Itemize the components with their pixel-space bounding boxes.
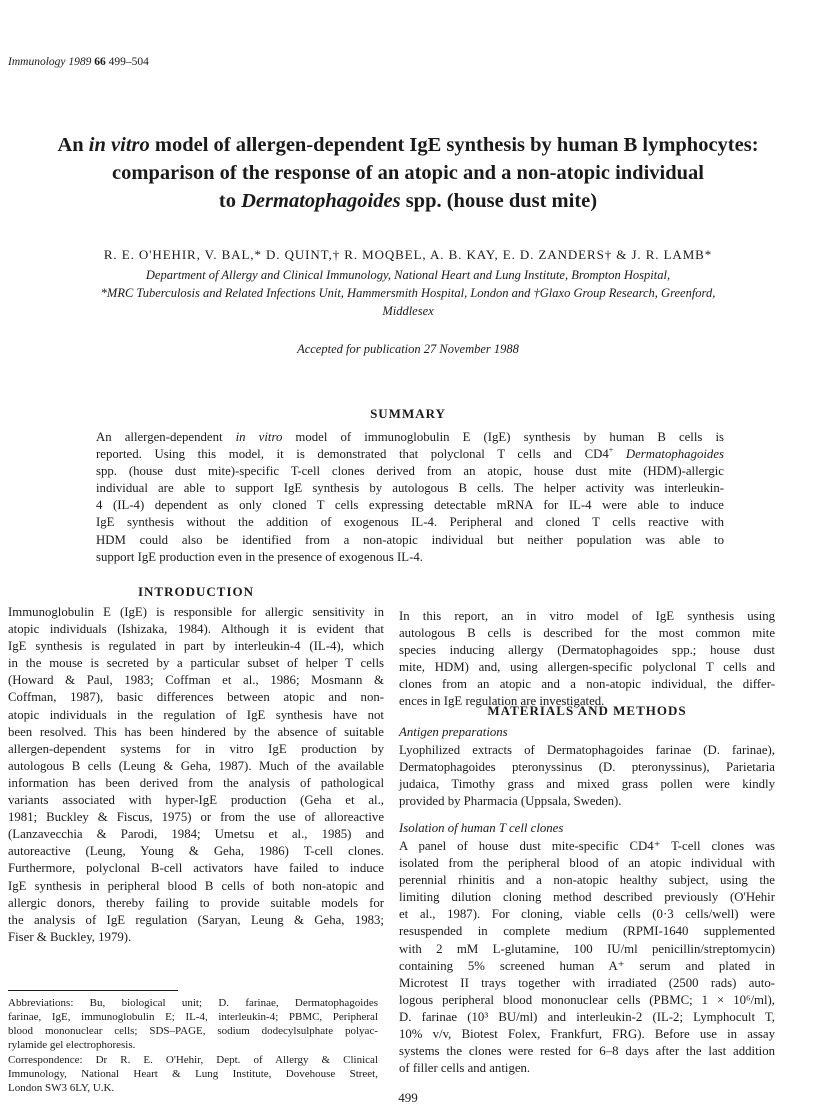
body-line: with 2 mM L-glutamine, 100 IU/ml penicillin/streptomycin) <box>399 941 775 956</box>
summary-line: An allergen-dependent in vitro model of immunoglobulin E (IgE) synthesis by human B cells is <box>96 430 725 444</box>
body-line: Fiser & Buckley, 1979). <box>8 929 132 944</box>
antigen-subheading: Antigen preparations <box>399 725 508 739</box>
body-line: et al., 1987). For cloning, viable cells (0·3 cells/well) were <box>399 907 775 922</box>
body-line: resuspended in complete medium (RPMI-1640 supplemented <box>399 924 775 939</box>
body-line: logous peripheral blood mononuclear cells (PBMC; 1 × 10⁶/ml), <box>399 992 775 1007</box>
journal-name: Immunology <box>8 56 66 68</box>
note-line: Correspondence: Dr R. E. O'Hehir, Dept. of Allergy & Clinical <box>8 1054 378 1066</box>
body-line: of filler cells and antigen. <box>399 1061 531 1076</box>
correspondence-note <box>8 1053 378 1095</box>
title-line-2: comparison of the response of an atopic and a non-atopic individual <box>112 162 704 184</box>
page-number: 499 <box>398 1090 418 1105</box>
abbreviations-note <box>8 996 378 1052</box>
body-line: autologous B cells (Leung & Geha, 1987). Much of the available <box>8 758 384 773</box>
body-line: judaica, Timothy grass and mixed grass pollen were kindly <box>399 777 775 792</box>
body-line: limiting dilution cloning method described previously (O'Hehir <box>399 890 775 905</box>
affiliation-line: Middlesex <box>382 304 434 318</box>
title-line-3: to Dermatophagoides spp. (house dust mite) <box>218 190 598 212</box>
body-line: (Howard & Paul, 1983; Coffman et al., 1986; Mosmann & <box>8 673 384 688</box>
note-line: Abbreviations: Bu, biological unit; D. farinae, Dermatophagoides <box>8 997 378 1009</box>
body-line: in the mouse is secreted by a particular subset of helper T cells <box>8 656 384 671</box>
body-line: containing 5% screened human A⁺ serum and plated in <box>399 958 775 973</box>
summary-heading: SUMMARY <box>370 406 446 421</box>
body-line: IgE synthesis in peripheral blood B cells of both non-atopic and <box>8 878 384 893</box>
body-line: provided by Pharmacia (Uppsala, Sweden). <box>399 794 622 809</box>
body-line: allergic donors, thereby failing to provide suitable models for <box>8 895 384 910</box>
body-line: clones from an atopic and a non-atopic individual, the differ- <box>399 677 775 692</box>
body-line: been resolved. This has been hindered by the absence of suitable <box>8 724 384 739</box>
body-line: systems the clones were rested for 6–8 days after the last addition <box>399 1044 775 1059</box>
summary-line: individual are able to support IgE synthesis by autologous B cells. The helper activity was interleukin- <box>96 481 724 496</box>
body-line: D. farinae (10³ BU/ml) and interleukin-2 (IL-2; Lymphocult T, <box>399 1009 775 1024</box>
body-line: ences in IgE regulation are investigated. <box>399 694 605 709</box>
affiliation-line: Department of Allergy and Clinical Immunology, National Heart and Lung Institute, Brompton Hospital, <box>145 268 671 282</box>
body-line: A panel of house dust mite-specific CD4⁺ T-cell clones was <box>399 839 775 853</box>
body-line: information has been derived from the analysis of pathological <box>8 775 384 790</box>
journal-volume: 66 <box>94 56 106 68</box>
body-line: atopic individuals (Ishizaka, 1984). Although it is evident that <box>8 622 384 637</box>
summary-line: IgE synthesis without the addition of exogenous IL-4. Peripheral and cloned T cells reactive with <box>96 515 724 530</box>
summary-line: support IgE production even in the presence of exogenous IL-4. <box>96 549 423 564</box>
note-line: farinae, IgE, immunoglobulin E; IL-4, interleukin-4; PBMC, Peripheral <box>8 1011 378 1023</box>
affiliations <box>20 266 796 320</box>
note-line: Immunology, National Heart & Lung Institute, Dovehouse Street, <box>8 1068 378 1080</box>
affiliation-line: *MRC Tuberculosis and Related Infections Unit, Hammersmith Hospital, London and †Glaxo Group Research, Greenford, <box>100 286 716 300</box>
summary-line: HDM could also be identified from a non-atopic individual but neither population was able to <box>96 532 724 547</box>
title-line-1: An in vitro model of allergen-dependent IgE synthesis by human B lymphocytes: <box>57 134 759 156</box>
note-line: blood mononuclear cells; SDS–PAGE, sodium dodecylsulphate polyac- <box>8 1025 378 1037</box>
body-line: Coffman, 1987), basic differences between atopic and non- <box>8 690 384 705</box>
note-line: rylamide gel electrophoresis. <box>8 1039 136 1051</box>
body-line: IgE synthesis is regulated in part by interleukin-4 (IL-4), which <box>8 639 384 654</box>
author-list: R. E. O'HEHIR, V. BAL,* D. QUINT,† R. MOQBEL, A. B. KAY, E. D. ZANDERS† & J. R. LAMB* <box>103 247 713 262</box>
journal-year: 1989 <box>68 56 92 68</box>
body-line: Furthermore, polyclonal B-cell activators have failed to induce <box>8 861 384 876</box>
antigen-body <box>399 742 775 810</box>
isolation-body <box>399 838 775 1077</box>
journal-citation <box>8 56 149 68</box>
body-line: 10% v/v, Biotest Folex, Frankfurt, FRG). Before use in assay <box>399 1027 775 1042</box>
body-line: atopic individuals in the regulation of IgE synthesis have not <box>8 707 384 722</box>
summary-line: 4 (IL-4) dependent as only cloned T cells expressing detectable mRNA for IL-4 were able to induce <box>96 498 724 513</box>
body-line: (Lanzavecchia & Parodi, 1984; Umetsu et al., 1985) and <box>8 827 384 842</box>
journal-pages: 499–504 <box>108 56 149 68</box>
body-line: variants associated with hyper-IgE production (Geha et al., <box>8 793 384 808</box>
body-line: allergen-dependent systems for in vitro IgE production by <box>8 741 384 756</box>
note-line: London SW3 6LY, U.K. <box>8 1082 115 1094</box>
body-line: isolated from the peripheral blood of an atopic individual with <box>399 856 775 871</box>
body-line: In this report, an in vitro model of IgE synthesis using <box>399 609 775 623</box>
accepted-date: Accepted for publication 27 November 1988 <box>297 342 519 356</box>
body-line: autoreactive (Leung, Young & Geha, 1986) T-cell clones. <box>8 844 384 859</box>
footnote-rule <box>8 990 178 991</box>
summary-text <box>96 429 724 566</box>
isolation-subheading: Isolation of human T cell clones <box>399 821 564 835</box>
body-line: Dermatophagoides pteronyssinus (D. pteronyssinus), Parietaria <box>399 760 775 775</box>
report-intro <box>399 608 775 711</box>
body-line: autologous B cells is described for the most common mite <box>399 626 775 641</box>
summary-line: reported. Using this model, it is demonstrated that polyclonal T cells and CD4+ Dermatophagoides <box>96 445 724 462</box>
body-line: Immunoglobulin E (IgE) is responsible for allergic sensitivity in <box>8 605 384 619</box>
introduction-heading: INTRODUCTION <box>137 584 254 599</box>
summary-line: spp. (house dust mite)-specific T-cell clones derived from an atopic, house dust mite (HDM)-allergic <box>96 464 724 479</box>
body-line: mite, HDM) and, using allergen-specific polyclonal T cells and <box>399 660 775 675</box>
body-line: perennial rhinitis and a non-atopic healthy subject, using the <box>399 873 775 888</box>
body-line: the analysis of IgE regulation (Saryan, Leung & Geha, 1983; <box>8 912 384 927</box>
article-title <box>14 131 802 215</box>
body-line: Lyophilized extracts of Dermatophagoides farinae (D. farinae), <box>399 743 775 757</box>
body-line: 1981; Buckley & Fiscus, 1975) or from the use of alloreactive <box>8 810 384 825</box>
introduction-body <box>8 604 384 946</box>
body-line: species inducing allergy (Dermatophagoides spp.; house dust <box>399 643 775 658</box>
methods-heading: MATERIALS AND METHODS <box>487 703 687 718</box>
body-line: Microtest II trays together with irradiated (2500 rads) auto- <box>399 975 775 990</box>
